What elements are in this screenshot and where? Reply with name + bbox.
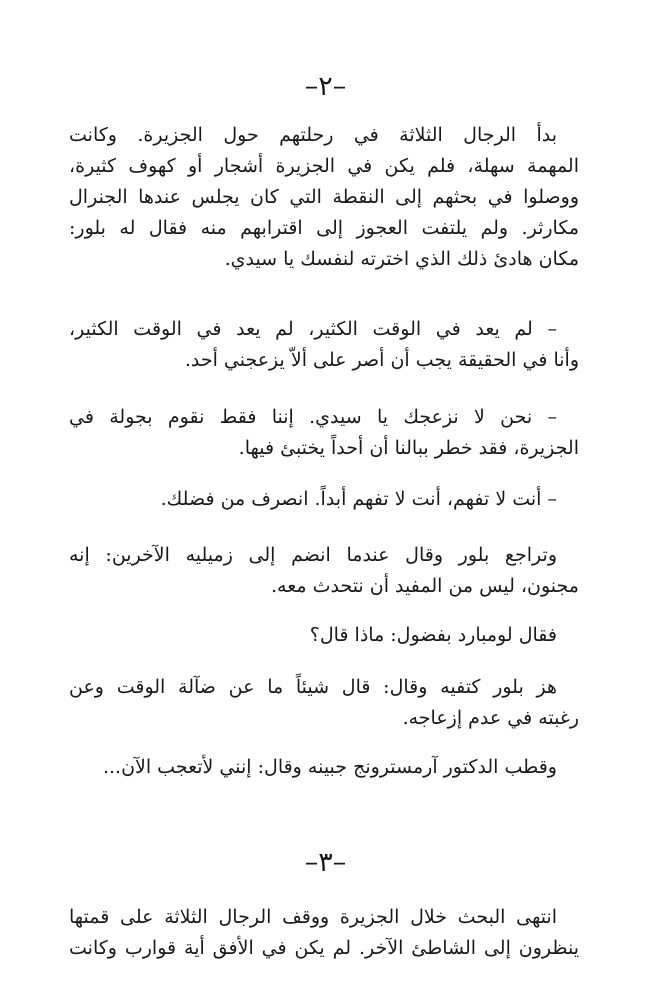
- text-line: رغبته في عدم إزعاجه.: [402, 707, 579, 729]
- text-line: بدأ الرجال الثلاثة في رحلتهم حول الجزيرة. وكانت: [69, 124, 557, 146]
- text-line: وأنا في الحقيقة يجب أن أصر على ألاّ يزعجني أحد.: [184, 349, 579, 371]
- paragraph: [69, 620, 579, 651]
- text-line: فقال لومبارد بفضول: ماذا قال؟: [309, 624, 557, 646]
- paragraph: [69, 402, 579, 464]
- paragraph: [69, 540, 579, 602]
- text-line: – نحن لا نزعجك يا سيدي. إننا فقط نقوم بجولة في: [69, 406, 557, 428]
- paragraph: [69, 752, 579, 783]
- paragraph: [69, 314, 579, 376]
- chapter-section-number: –٢–: [304, 71, 347, 102]
- text-line: – أنت لا تفهم، أنت لا تفهم أبداً. انصرف من فضلك.: [160, 488, 557, 510]
- text-line: هز بلور كتفيه وقال: قال شيئاً ما عن ضآلة الوقت وعن: [69, 676, 557, 698]
- text-line: مكان هادئ ذلك الذي اخترته لنفسك يا سيدي.: [224, 248, 579, 270]
- text-line: الجزيرة، فقد خطر ببالنا أن أحداً يختبئ فيها.: [238, 437, 579, 459]
- text-line: المهمة سهلة، فلم يكن في الجزيرة أشجار أو كهوف كثيرة،: [69, 155, 579, 177]
- text-line: ووصلوا في بحثهم إلى النقطة التي كان يجلس عندها الجنرال: [69, 186, 579, 208]
- paragraph: [69, 672, 579, 734]
- text-line: – لم يعد في الوقت الكثير، لم يعد في الوقت الكثير،: [69, 318, 557, 340]
- text-line: وتراجع بلور وقال عندما انضم إلى زميليه الآخرين: إنه: [69, 544, 557, 566]
- text-line: مكارثر. ولم يلتفت العجوز إلى اقترابهم منه فقال له بلور:: [69, 217, 579, 239]
- chapter-section-number: –٣–: [304, 847, 347, 878]
- paragraph: [69, 120, 579, 275]
- paragraph: [69, 902, 579, 964]
- text-line: ينظرون إلى الشاطئ الآخر. لم يكن في الأفق أية قوارب وكانت: [69, 937, 579, 959]
- text-line: انتهى البحث خلال الجزيرة ووقف الرجال الثلاثة على قمتها: [69, 906, 557, 928]
- text-line: وقطب الدكتور آرمسترونج جبينه وقال: إنني لأتعجب الآن...: [102, 756, 557, 778]
- text-line: مجنون، ليس من المفيد أن نتحدث معه.: [270, 575, 579, 597]
- paragraph: [69, 484, 579, 515]
